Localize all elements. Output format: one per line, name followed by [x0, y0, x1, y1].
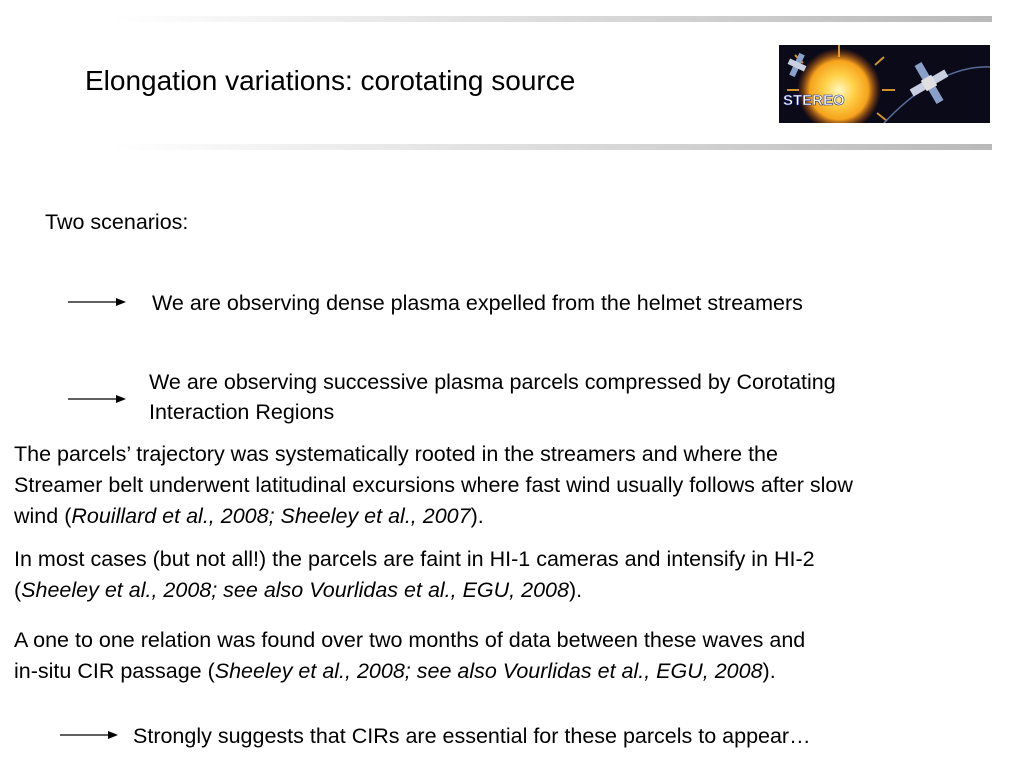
para-2-line-2-post: ).: [568, 578, 583, 602]
para-1-line-3: [14, 501, 484, 532]
para-1-line-3-post: ).: [470, 504, 484, 528]
right-arrow-icon: [68, 393, 126, 405]
para-2-line-1: In most cases (but not all!) the parcels are faint in HI-1 cameras and intensify in HI-2: [14, 547, 815, 571]
scenario-2-line-1: We are observing successive plasma parcels compressed by Corotating: [149, 370, 836, 394]
para-3-citation: Sheeley et al., 2008; see also Vourlidas et al., EGU, 2008: [214, 659, 763, 683]
para-3-line-1: A one to one relation was found over two months of data between these waves and: [14, 628, 806, 652]
para-2-citation: Sheeley et al., 2008; see also Vourlidas et al., EGU, 2008: [21, 578, 569, 602]
stereo-logo: [779, 45, 990, 123]
para-3-line-2-post: ).: [762, 659, 776, 683]
para-1-line-3-pre: wind (: [14, 504, 72, 528]
slide-title: Elongation variations: corotating source: [85, 65, 576, 96]
intro-text: Two scenarios:: [45, 210, 189, 234]
para-1-line-2: Streamer belt underwent latitudinal excursions where fast wind usually follows after slow: [14, 473, 853, 497]
bottom-divider: [110, 144, 992, 150]
top-divider: [110, 16, 992, 22]
para-3-line-2-pre: in-situ CIR passage (: [14, 659, 215, 683]
para-2-line-2: [14, 575, 582, 606]
right-arrow-icon: [68, 296, 126, 308]
para-2-line-2-pre: (: [14, 578, 22, 602]
para-1-citation: Rouillard et al., 2008; Sheeley et al., 2007: [71, 504, 471, 528]
conclusion-text: Strongly suggests that CIRs are essential for these parcels to appear…: [133, 724, 811, 748]
scenario-1-text: We are observing dense plasma expelled from the helmet streamers: [152, 291, 803, 315]
right-arrow-icon: [60, 729, 118, 741]
scenario-2-line-2: Interaction Regions: [149, 400, 335, 424]
logo-text: STEREO: [783, 92, 845, 109]
para-1-line-1: The parcels’ trajectory was systematically rooted in the streamers and where the: [14, 442, 778, 466]
para-3-line-2: [14, 656, 776, 687]
